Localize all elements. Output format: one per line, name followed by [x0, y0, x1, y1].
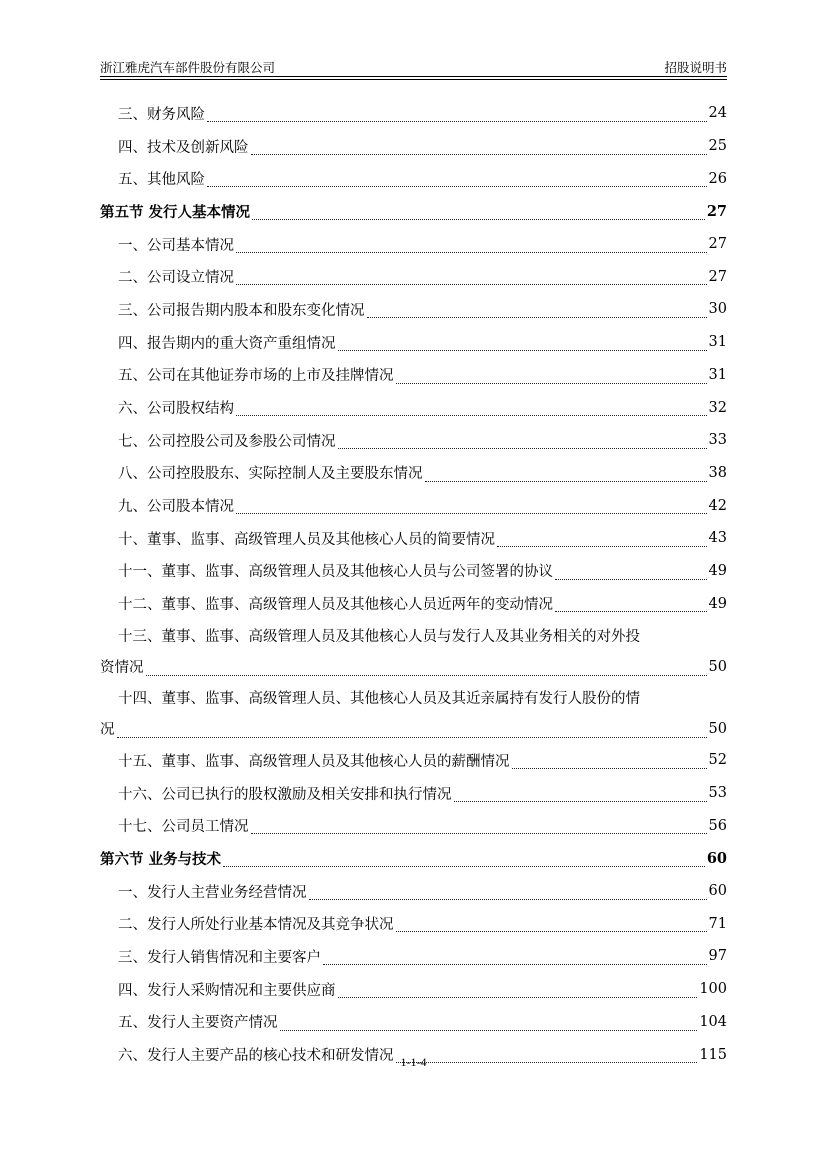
- toc-entry-title: 六、发行人主要产品的核心技术和研发情况: [118, 1048, 394, 1065]
- toc-dot-leader: [367, 303, 707, 318]
- toc-dot-leader: [338, 336, 707, 351]
- toc-entry-page: 27: [708, 236, 727, 253]
- toc-entry-title: 六、公司股权结构: [118, 401, 234, 418]
- toc-entry[interactable]: [100, 391, 727, 424]
- toc-dot-leader: [117, 723, 707, 738]
- toc-entry[interactable]: [100, 744, 727, 777]
- toc-entry[interactable]: [100, 97, 727, 130]
- toc-dot-leader: [251, 819, 707, 834]
- toc-entry-page: 38: [708, 464, 727, 481]
- toc-entry-page: 100: [699, 981, 727, 998]
- toc-dot-leader: [236, 270, 707, 285]
- toc-entry-page: 27: [706, 202, 727, 220]
- toc-dot-leader: [207, 107, 707, 122]
- toc-entry[interactable]: [100, 162, 727, 195]
- toc-entry-title: 十、董事、监事、高级管理人员及其他核心人员的简要情况: [118, 531, 495, 548]
- toc-dot-leader: [280, 1016, 698, 1031]
- toc-entry[interactable]: [100, 587, 727, 620]
- toc-dot-leader: [396, 369, 707, 384]
- toc-dot-leader: [396, 917, 707, 932]
- page-header: [100, 58, 727, 78]
- toc-dot-leader: [454, 787, 707, 802]
- toc-dot-leader: [223, 852, 705, 867]
- toc-entry-title: 二、发行人所处行业基本情况及其竞争状况: [118, 917, 394, 934]
- toc-entry[interactable]: [100, 651, 727, 682]
- toc-entry-page: 32: [708, 399, 727, 416]
- toc-entry-page: 33: [708, 432, 727, 449]
- toc-dot-leader: [555, 565, 707, 580]
- toc-dot-leader: [497, 532, 707, 547]
- toc-entry[interactable]: [100, 713, 727, 744]
- toc-dot-leader: [207, 172, 707, 187]
- toc-entry-title: 资情况: [100, 660, 144, 676]
- toc-entry-title: 第五节 发行人基本情况: [100, 203, 251, 221]
- page-number: 1-1-4: [400, 1055, 427, 1069]
- toc-entry[interactable]: [100, 682, 727, 713]
- toc-entry-page: 26: [708, 170, 727, 187]
- toc-entry[interactable]: [100, 620, 727, 651]
- toc-dot-leader: [236, 238, 707, 253]
- toc-entry-page: 56: [708, 817, 727, 834]
- toc-entry[interactable]: [100, 457, 727, 490]
- toc-entry-page: 97: [708, 948, 727, 965]
- toc-entry-title: 况: [100, 722, 115, 738]
- toc-dot-leader: [323, 950, 707, 965]
- toc-entry[interactable]: [100, 973, 727, 1006]
- toc-entry-page: 104: [699, 1013, 727, 1030]
- toc-entry-title: 十七、公司员工情况: [118, 819, 249, 836]
- toc-entry-page: 52: [708, 752, 727, 769]
- toc-entry-page: 53: [708, 785, 727, 802]
- toc-entry-page: 60: [708, 883, 727, 900]
- toc-entry-title: 四、技术及创新风险: [118, 139, 249, 156]
- toc-entry-title: 四、报告期内的重大资产重组情况: [118, 335, 336, 352]
- table-of-contents: [100, 97, 727, 1071]
- toc-entry-title: 八、公司控股股东、实际控制人及主要股东情况: [118, 466, 423, 483]
- toc-dot-leader: [338, 434, 707, 449]
- toc-entry-title: 四、发行人采购情况和主要供应商: [118, 982, 336, 999]
- toc-dot-leader: [309, 885, 707, 900]
- toc-entry-page: 25: [708, 138, 727, 155]
- toc-entry[interactable]: [100, 359, 727, 392]
- toc-entry-title: 十六、公司已执行的股权激励及相关安排和执行情况: [118, 786, 452, 803]
- header-rule-thick: [100, 76, 727, 77]
- toc-section-entry[interactable]: [100, 842, 727, 875]
- toc-entry[interactable]: [100, 940, 727, 973]
- toc-entry-title: 十四、董事、监事、高级管理人员、其他核心人员及其近亲属持有发行人股份的情: [118, 691, 640, 707]
- toc-entry[interactable]: [100, 424, 727, 457]
- toc-entry-title: 十三、董事、监事、高级管理人员及其他核心人员与发行人及其业务相关的对外投: [118, 629, 640, 645]
- toc-dot-leader: [555, 597, 707, 612]
- toc-dot-leader: [251, 140, 707, 155]
- toc-entry[interactable]: [100, 326, 727, 359]
- toc-entry-page: 49: [708, 595, 727, 612]
- toc-dot-leader: [338, 983, 698, 998]
- toc-entry[interactable]: [100, 555, 727, 588]
- toc-entry[interactable]: [100, 1006, 727, 1039]
- toc-entry-title: 五、公司在其他证券市场的上市及挂牌情况: [118, 368, 394, 385]
- toc-entry-page: 31: [708, 366, 727, 383]
- toc-entry[interactable]: [100, 260, 727, 293]
- toc-entry[interactable]: [100, 522, 727, 555]
- toc-entry-title: 十一、董事、监事、高级管理人员及其他核心人员与公司签署的协议: [118, 564, 553, 581]
- toc-entry-page: 115: [699, 1046, 727, 1063]
- toc-dot-leader: [425, 467, 707, 482]
- toc-entry-page: 42: [708, 497, 727, 514]
- toc-entry-title: 第六节 业务与技术: [100, 850, 222, 868]
- toc-entry[interactable]: [100, 228, 727, 261]
- toc-entry-page: 49: [708, 562, 727, 579]
- toc-entry-page: 50: [708, 658, 727, 675]
- toc-entry-title: 一、公司基本情况: [118, 237, 234, 254]
- header-company-name: 浙江雅虎汽车部件股份有限公司: [100, 60, 276, 75]
- toc-entry-page: 27: [708, 268, 727, 285]
- toc-entry-title: 五、其他风险: [118, 172, 205, 189]
- toc-entry-title: 七、公司控股公司及参股公司情况: [118, 433, 336, 450]
- toc-entry-title: 三、公司报告期内股本和股东变化情况: [118, 302, 365, 319]
- toc-dot-leader: [236, 401, 707, 416]
- toc-entry[interactable]: [100, 875, 727, 908]
- toc-dot-leader: [236, 499, 707, 514]
- toc-dot-leader: [512, 754, 707, 769]
- toc-entry-title: 三、财务风险: [118, 106, 205, 123]
- toc-entry-title: 九、公司股本情况: [118, 499, 234, 516]
- toc-entry[interactable]: [100, 777, 727, 810]
- header-document-type: 招股说明书: [664, 60, 727, 75]
- toc-entry-page: 24: [708, 105, 727, 122]
- toc-entry-page: 71: [708, 915, 727, 932]
- header-rule-thin: [100, 79, 727, 80]
- toc-entry-title: 一、发行人主营业务经营情况: [118, 884, 307, 901]
- toc-entry-page: 50: [708, 720, 727, 737]
- toc-dot-leader: [252, 205, 705, 220]
- toc-entry[interactable]: [100, 907, 727, 940]
- toc-entry[interactable]: [100, 293, 727, 326]
- toc-entry[interactable]: [100, 130, 727, 163]
- toc-entry-title: 三、发行人销售情况和主要客户: [118, 949, 321, 966]
- toc-entry-title: 五、发行人主要资产情况: [118, 1015, 278, 1032]
- toc-entry-page: 60: [706, 849, 727, 867]
- toc-section-entry[interactable]: [100, 195, 727, 228]
- toc-entry-page: 31: [708, 334, 727, 351]
- toc-dot-leader: [146, 661, 707, 676]
- toc-entry-title: 二、公司设立情况: [118, 270, 234, 287]
- toc-entry[interactable]: [100, 809, 727, 842]
- toc-entry-page: 43: [708, 530, 727, 547]
- toc-entry-page: 30: [708, 301, 727, 318]
- toc-entry[interactable]: [100, 489, 727, 522]
- toc-entry-title: 十五、董事、监事、高级管理人员及其他核心人员的薪酬情况: [118, 753, 510, 770]
- toc-entry-title: 十二、董事、监事、高级管理人员及其他核心人员近两年的变动情况: [118, 597, 553, 614]
